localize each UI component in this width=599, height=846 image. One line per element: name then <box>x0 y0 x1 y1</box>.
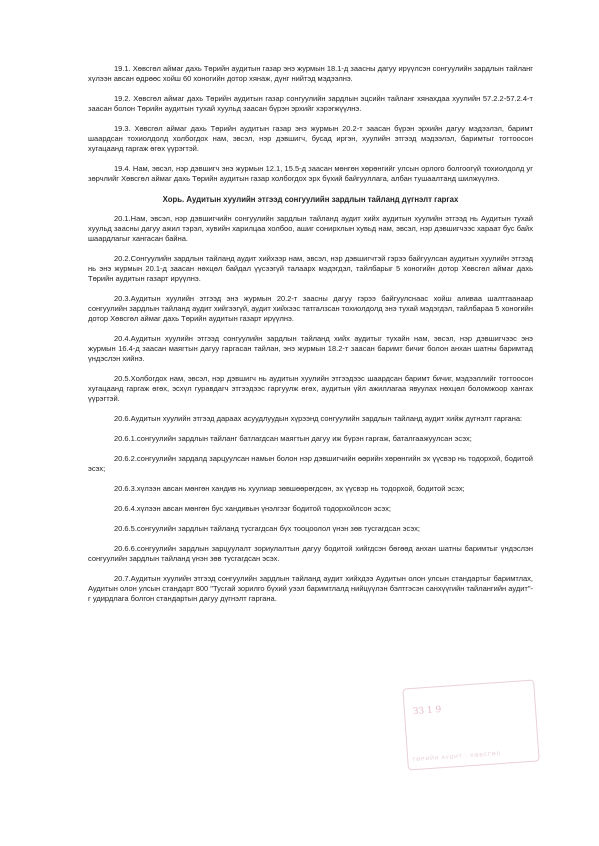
stamp-handwriting: ЗЗ 1 9 <box>412 705 442 718</box>
paragraph-20-6-1: 20.6.1.сонгуулийн зардлын тайланг батлагдсан маягтын дагуу иж бүрэн гаргаж, баталгаажуулсан эсэх; <box>114 434 472 443</box>
paragraph-20-6: 20.6.Аудитын хуулийн этгээд дараах асуудлуудын хүрээнд сонгуулийн зардлын тайланд аудит хийж дүгнэлт гаргана: <box>114 414 523 423</box>
paragraph-19-1: 19.1. Хөвсгөл аймаг дахь Төрийн аудитын газар энэ журмын 18.1-д заасны дагуу ирүүлсэн сонгуулийн зардлын тайланг хүлээн авсан өдрөөс хойш 60 хоногийн дотор хянаж, дүнг нийтэд мэдээлнэ. <box>88 64 533 83</box>
official-stamp <box>402 679 539 770</box>
paragraph-20-6-3: 20.6.3.хүлээн авсан мөнгөн хандив нь хуулиар зөвшөөрөгдсөн, эх үүсвэр нь тодорхой, бодитой эсэх; <box>114 484 465 493</box>
paragraph-20-5: 20.5.Холбогдох нам, эвсэл, нэр дэвшигч нь аудитын хуулийн этгээдээс шаардсан баримт бичиг, мэдээллийг тогтоосон хугацаанд гаргаж өгөх, эсхүл гуравдагч этгээдээс гаргуулж өгөх, аудитын үйл ажиллагаа явуулах нөхцөл боломжоор хангах үүрэгтэй. <box>88 374 533 403</box>
paragraph-20-6-4: 20.6.4.хүлээн авсан мөнгөн бус хандивын үнэлгээг бодитой тодорхойлсон эсэх; <box>114 504 391 513</box>
paragraph-20-7: 20.7.Аудитын хуулийн этгээд сонгуулийн зардлын тайланд аудит хийхдээ Аудитын олон улсын стандартыг баримтлах, Аудитын олон улсын стандарт 800 "Тусгай зорилго бүхий уээл баримтлалд нийцүүлэн бэлтгэсэн санхүүгийн тайлангийн аудит"-г удирдлага болгон стандартын дагуу дүгнэлт гаргана. <box>88 574 534 603</box>
paragraph-19-4: 19.4. Нам, эвсэл, нэр дэвшигч энэ журмын 12.1, 15.5-д заасан мөнгөн хөрөнгийг улсын орлого болгоогүй тохиолдолд уг зөрчлийг Хөвсгөл аймаг дахь Төрийн аудитын газар холбогдох эрх бүхий байгууллага, албан тушаалтанд шилжүүлнэ. <box>88 164 533 183</box>
paragraph-20-4: 20.4.Аудитын хуулийн этгээд сонгуулийн зардлын тайланд хийх аудитыг тухайн нам, эвсэл, нэр дэвшигчээс энэ журмын 16.4-д заасан маягтын дагуу гаргасан тайлан, энэ журмын 18.2-т заасан баримт бичиг болон анхан шатны баримтад үндэслэн хийнэ. <box>88 334 533 363</box>
paragraph-20-6-6: 20.6.6.сонгуулийн зардлын зарцуулалт зориулалтын дагуу бодитой хийгдсэн бөгөөд анхан шатны баримтыг үндэслэн сонгуулийн зардлын тайланд үнэн зөв тусгагдсан эсэх. <box>88 544 533 563</box>
paragraph-20-6-2: 20.6.2.сонгуулийн зардалд зарцуулсан намын болон нэр дэвшигчийн өөрийн хөрөнгийн эх үүсвэр нь тодорхой, бодитой эсэх; <box>88 454 533 473</box>
paragraph-20-3: 20.3.Аудитын хуулийн этгээд энэ журмын 20.2-т заасны дагуу гэрээ байгуулснаас хойш аливаа шалтгаанаар сонгуулийн зардлын тайланд аудит хийгээгүй, аудит хийхээс татгалзсан тохиолдолд энэ тухай мэдэгдэл, тайлбараа 5 хоногийн дотор Хөвсгөл аймаг дахь Төрийн аудитын газарт ирүүлнэ. <box>88 294 533 323</box>
paragraph-20-6-5: 20.6.5.сонгуулийн зардлын тайланд тусгагдсан бүх тооцоолол үнэн зөв тусгагдсан эсэх; <box>114 524 420 533</box>
paragraph-20-2: 20.2.Сонгуулийн зардлын тайланд аудит хийхээр нам, эвсэл, нэр дэвшигчтэй гэрээ байгуулсан аудитын хуулийн этгээд нь энэ журмын 20.1-д заасан нөхцөл байдал үүсээгүй талаарх мэдэгдэл, тайлбарыг 5 хоногийн дотор Хөвсгөл аймаг дахь Төрийн аудитын газарт ирүүлнэ. <box>88 254 533 283</box>
paragraph-19-2: 19.2. Хөвсгөл аймаг дахь Төрийн аудитын газар сонгуулийн зардлын эцсийн тайланг хянахдаа хуулийн 57.2.2-57.2.4-т заасан болон Төрийн аудитын тухай хуульд заасан бүрэн эрхийг хэрэгжүүлнэ. <box>88 94 533 113</box>
stamp-footer: ТӨРИЙН АУДИТ · ХӨВСГӨЛ <box>412 750 502 764</box>
section-heading: Хорь. Аудитын хуулийн этгээд сонгуулийн зардлын тайланд дүгнэлт гаргах <box>162 195 459 204</box>
paragraph-20-1: 20.1.Нам, эвсэл, нэр дэвшигчийн сонгуулийн зардлын тайланд аудит хийх аудитын хуулийн этгээд нь Аудитын тухай хуульд заасны дагуу ажил тэрэл, хувийн харилцаа холбоо, ашиг сонирхлын хувьд нам, эвсэл, нэр дэвшигчээс хараат бус байх шаардлагыг хангасан байна. <box>88 214 533 243</box>
paragraph-19-3: 19.3. Хөвсгөл аймаг дахь Төрийн аудитын газар энэ журмын 20.2-т заасан бүрэн эрхийн дагуу мэдээлэл, баримт шаардсан тохиолдолд холбогдох нам, эвсэл, нэр дэвшигч, бусад иргэн, хуулийн этгээд мэдээлэл, баримтыг тогтоосон хугацаанд гаргаж өгөх үүрэгтэй. <box>88 124 533 153</box>
